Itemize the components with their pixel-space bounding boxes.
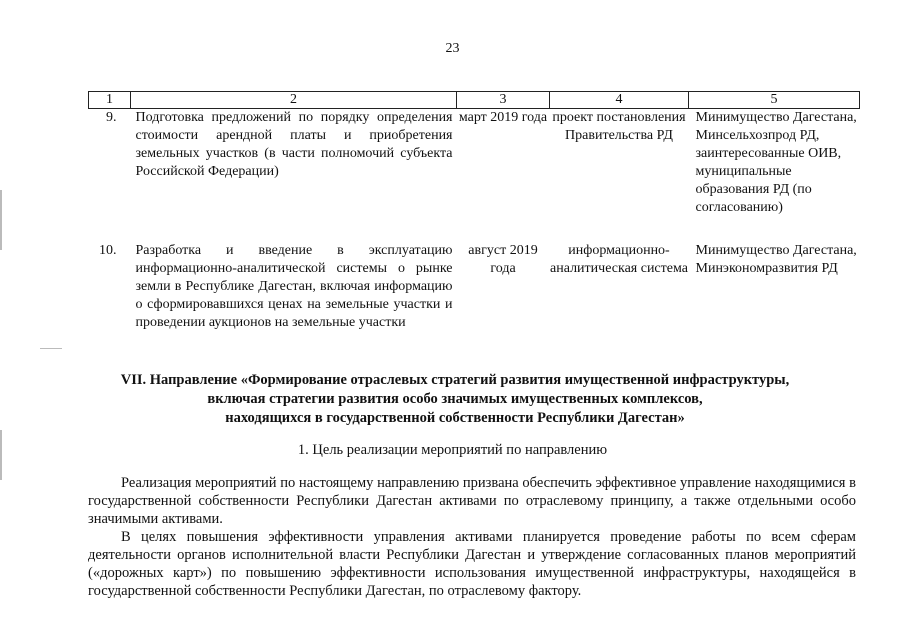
row-result: проект постановления Правительства РД: [552, 110, 686, 143]
row-term: август 2019 года: [468, 242, 538, 276]
measures-table: [88, 91, 860, 332]
header-cell: 1: [89, 92, 131, 109]
header-cell: 4: [550, 92, 689, 109]
row-term: март 2019 года: [458, 110, 548, 125]
scan-edge-mark: [40, 348, 62, 349]
section-title: [60, 371, 850, 428]
row-number: 10.: [99, 242, 117, 258]
row-result: информационно-аналитическая система: [550, 242, 688, 276]
row-executors: Минимущество Дагестана, Минэкономразвития РД: [695, 242, 857, 276]
table-header-row: [89, 92, 860, 109]
row-task: Подготовка предложений по порядку определения стоимости арендной платы и приобретения земельных участков (в части полномочий субъекта Российской Федерации): [135, 110, 453, 179]
header-cell: 5: [689, 92, 860, 109]
header-cell: 3: [457, 92, 550, 109]
row-number: 9.: [106, 110, 117, 125]
subsection-title: 1. Цель реализации мероприятий по направлению: [297, 442, 608, 458]
section-title-line: VII. Направление «Формирование отраслевых стратегий развития имущественной инфраструктуры,: [120, 372, 790, 388]
header-cell: 2: [131, 92, 457, 109]
row-executors: Минимущество Дагестана, Минсельхозпрод РД, заинтересованные ОИВ, муниципальные образования РД (по согласованию): [695, 110, 857, 215]
scan-edge-mark: [0, 190, 2, 250]
section-title-line: находящихся в государственной собственности Республики Дагестан»: [225, 410, 685, 426]
table-row: [89, 242, 860, 332]
page-number: 23: [445, 41, 460, 56]
paragraph: В целях повышения эффективности управления активами планируется проведение работы по всем сферам деятельности органов исполнительной власти Республики Дагестан и утверждение согласованных планов мероприятий («дорожных карт») по повышению эффективности использования имущественной инфраструктуры, находящейся в государственной собственности Республики Дагестан, по отраслевому фактору.: [88, 529, 856, 599]
row-task: Разработка и введение в эксплуатацию информационно-аналитической системы о рынке земли в Республике Дагестан, включая информацию о сформировавшихся ценах на земельные участки и проведении аукционов на земельные участки: [135, 242, 453, 330]
table-row: [89, 109, 860, 242]
paragraph: Реализация мероприятий по настоящему направлению призвана обеспечить эффективное управление находящимися в государственной собственности Республики Дагестан активами по отраслевому принципу, а также отдельными особо значимыми активами.: [88, 475, 856, 527]
section-title-line: включая стратегии развития особо значимых имущественных комплексов,: [207, 391, 703, 407]
scan-edge-mark: [0, 430, 2, 480]
